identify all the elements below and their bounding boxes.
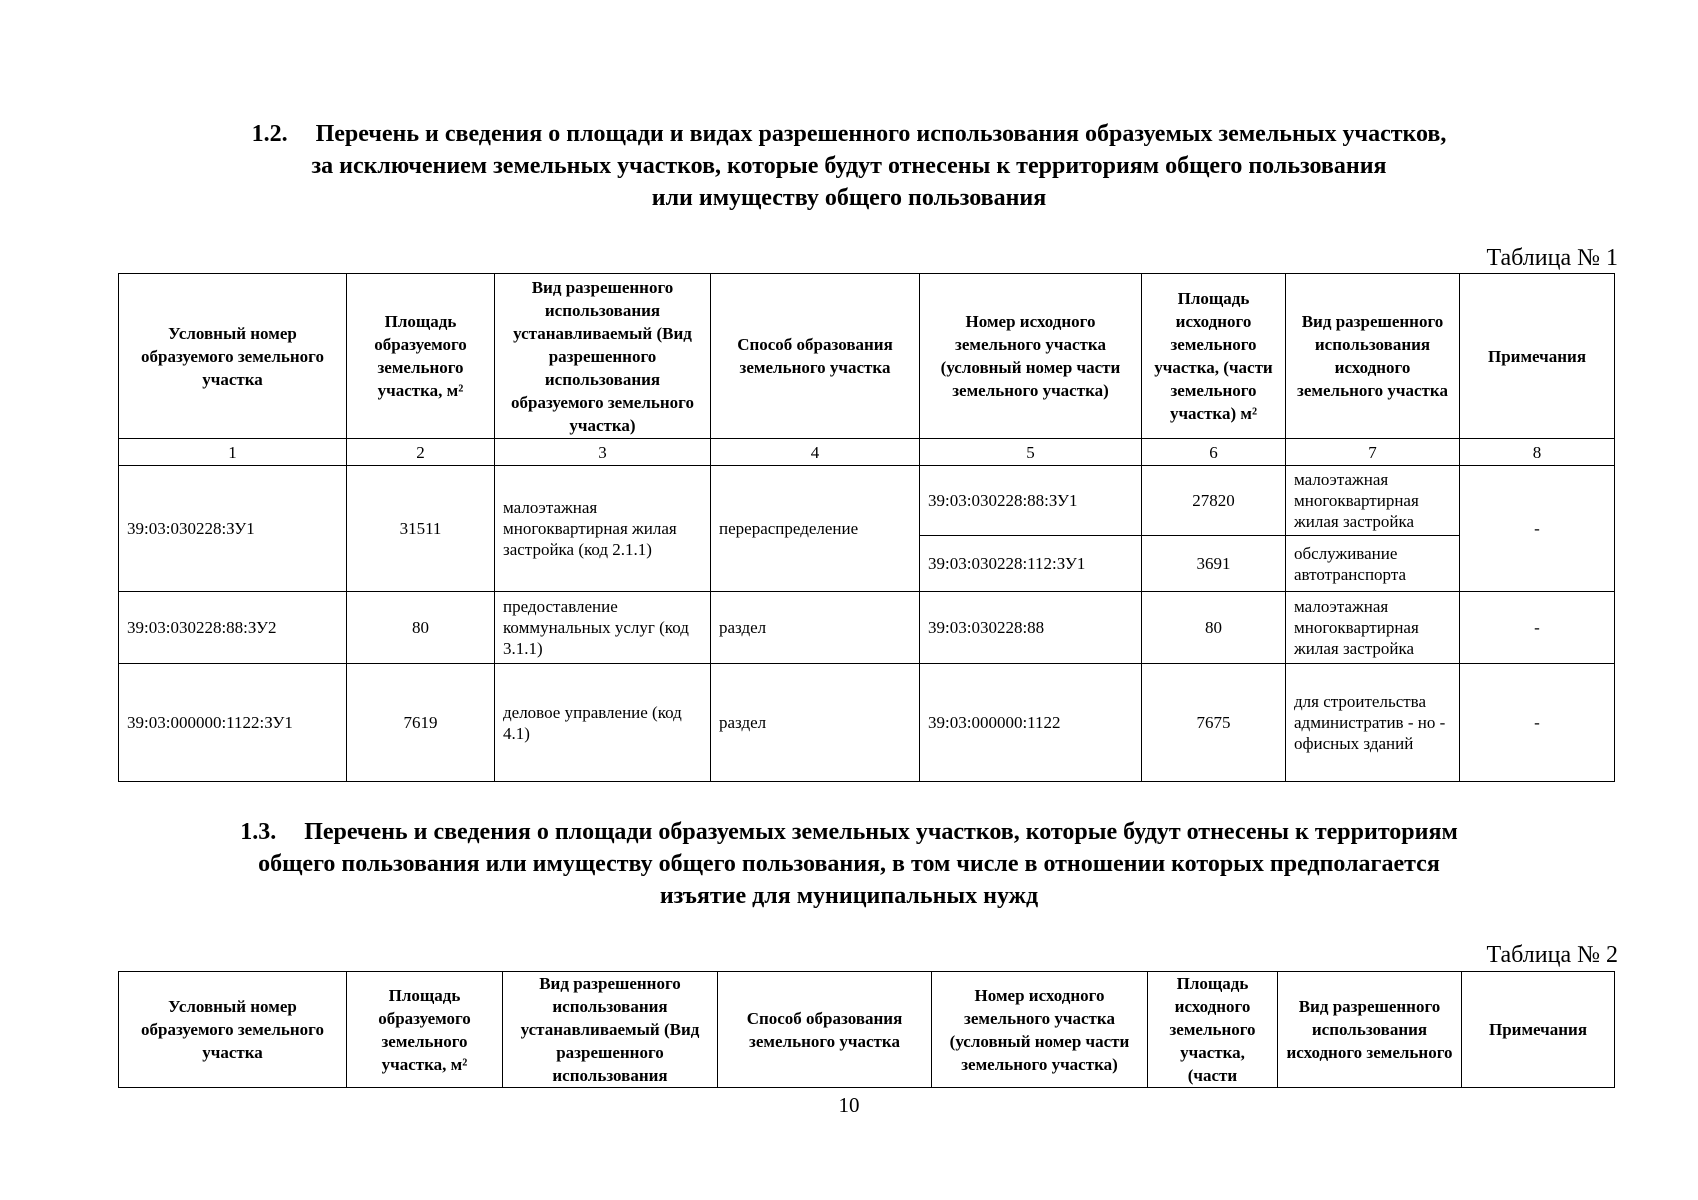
header-cell: Площадь исходного земельного участка, (части земельного участка) м² — [1142, 274, 1286, 439]
parcel-number: 39:03:000000:1122:ЗУ1 — [119, 664, 347, 782]
index-cell: 6 — [1142, 439, 1286, 466]
header-cell: Вид разрешенного использования исходного земельного участка — [1286, 274, 1460, 439]
index-cell: 1 — [119, 439, 347, 466]
heading-line-2: общего пользования или имуществу общего пользования, в том числе в отношении которых предполагается — [258, 851, 1440, 877]
parcel-number: 39:03:030228:ЗУ1 — [119, 466, 347, 592]
table-row — [119, 466, 1615, 536]
table-row — [119, 664, 1615, 782]
index-cell: 7 — [1286, 439, 1460, 466]
index-cell: 3 — [495, 439, 711, 466]
table-2-caption: Таблица № 2 — [1486, 942, 1618, 968]
header-cell: Площадь исходного земельного участка, (части — [1148, 972, 1278, 1088]
header-cell: Способ образования земельного участка — [711, 274, 920, 439]
source-parcel-area: 80 — [1142, 592, 1286, 664]
permitted-use: малоэтажная многоквартирная жилая застройка (код 2.1.1) — [495, 466, 711, 592]
heading-line-1: Перечень и сведения о площади образуемых земельных участков, которые будут отнесены к территориям — [304, 819, 1458, 845]
index-cell: 4 — [711, 439, 920, 466]
section-number: 1.2. — [251, 121, 288, 147]
table-row — [119, 592, 1615, 664]
header-cell: Номер исходного земельного участка (условный номер части земельного участка) — [920, 274, 1142, 439]
header-cell: Площадь образуемого земельного участка, м² — [347, 274, 495, 439]
formation-method: раздел — [711, 592, 920, 664]
table-header-row — [119, 274, 1615, 439]
header-cell: Условный номер образуемого земельного участка — [119, 972, 347, 1088]
heading-line-1: Перечень и сведения о площади и видах разрешенного использования образуемых земельных участков, — [315, 121, 1447, 147]
index-cell: 2 — [347, 439, 495, 466]
source-permitted-use: малоэтажная многоквартирная жилая застройка — [1286, 466, 1460, 536]
header-cell: Условный номер образуемого земельного участка — [119, 274, 347, 439]
table-2 — [118, 971, 1615, 1088]
index-cell: 8 — [1460, 439, 1615, 466]
permitted-use: предоставление коммунальных услуг (код 3.1.1) — [495, 592, 711, 664]
source-parcel-number: 39:03:030228:88 — [920, 592, 1142, 664]
section-number: 1.3. — [240, 819, 277, 845]
header-cell: Вид разрешенного использования устанавливаемый (Вид разрешенного использования образуемого земельного участка) — [495, 274, 711, 439]
source-parcel-number: 39:03:030228:112:ЗУ1 — [920, 536, 1142, 592]
parcel-area: 31511 — [347, 466, 495, 592]
table-1-caption: Таблица № 1 — [1486, 245, 1618, 271]
source-permitted-use: малоэтажная многоквартирная жилая застройка — [1286, 592, 1460, 664]
source-parcel-area: 27820 — [1142, 466, 1286, 536]
note: - — [1460, 664, 1615, 782]
header-cell: Вид разрешенного использования устанавливаемый (Вид разрешенного использования — [503, 972, 718, 1088]
parcel-area: 7619 — [347, 664, 495, 782]
source-parcel-number: 39:03:000000:1122 — [920, 664, 1142, 782]
parcel-number: 39:03:030228:88:ЗУ2 — [119, 592, 347, 664]
header-cell: Примечания — [1460, 274, 1615, 439]
table-1 — [118, 273, 1615, 782]
index-cell: 5 — [920, 439, 1142, 466]
permitted-use: деловое управление (код 4.1) — [495, 664, 711, 782]
source-permitted-use: обслуживание автотранспорта — [1286, 536, 1460, 592]
page-number: 10 — [838, 1093, 860, 1117]
header-cell: Способ образования земельного участка — [718, 972, 932, 1088]
column-index-row — [119, 439, 1615, 466]
header-cell: Номер исходного земельного участка (условный номер части земельного участка) — [932, 972, 1148, 1088]
header-cell: Площадь образуемого земельного участка, м² — [347, 972, 503, 1088]
header-cell: Примечания — [1462, 972, 1615, 1088]
heading-line-2: за исключением земельных участков, которые будут отнесены к территориям общего пользования — [311, 153, 1387, 179]
heading-line-3: изъятие для муниципальных нужд — [659, 883, 1039, 909]
source-parcel-area: 7675 — [1142, 664, 1286, 782]
formation-method: перераспределение — [711, 466, 920, 592]
source-parcel-number: 39:03:030228:88:ЗУ1 — [920, 466, 1142, 536]
section-1-3-heading — [0, 816, 1698, 912]
section-1-2-heading — [0, 118, 1698, 214]
source-parcel-area: 3691 — [1142, 536, 1286, 592]
table-header-row — [119, 972, 1615, 1088]
header-cell: Вид разрешенного использования исходного земельного — [1278, 972, 1462, 1088]
note: - — [1460, 466, 1615, 592]
note: - — [1460, 592, 1615, 664]
heading-line-3: или имуществу общего пользования — [651, 185, 1047, 211]
parcel-area: 80 — [347, 592, 495, 664]
source-permitted-use: для строительства административ - но - офисных зданий — [1286, 664, 1460, 782]
formation-method: раздел — [711, 664, 920, 782]
